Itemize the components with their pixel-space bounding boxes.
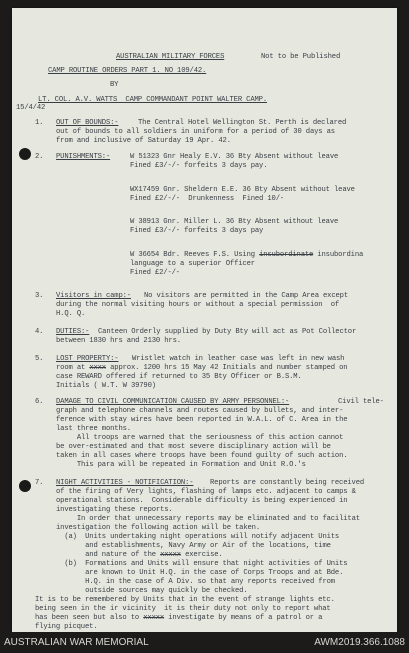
item-text-line: flying picquet.: [35, 623, 98, 631]
item-text-line: H.Q. Q.: [56, 310, 86, 318]
item-text-line: Civil tele-: [338, 398, 384, 406]
punch-hole: [19, 480, 31, 492]
item-text-line: investigation the following action will be taken.: [56, 524, 260, 532]
item-text-line: investigating these reports.: [56, 506, 173, 514]
item-text-line: during the normal visiting hours or without a special permission of: [56, 301, 340, 309]
text-fragment: investigate by means of a patrol or a: [164, 614, 323, 622]
item-text-line: This para will be repeated in Formation and Unit R.O.'s: [56, 461, 306, 469]
text-fragment: W 36654 Bdr. Reeves F.S. Using: [130, 251, 260, 259]
struck-text: xxxx: [89, 364, 106, 372]
item-text-line: be over-estimated and that most severe disciplinary action will be: [56, 443, 331, 451]
document-page: [12, 8, 397, 632]
punishment-line: WX17459 Gnr. Sheldern E.E. 36 Bty Absent without leave: [130, 186, 355, 194]
text-fragment: and nature of the: [56, 551, 161, 559]
item-text-line: It is to be remembered by Units that in the event of strange lights etc.: [35, 596, 335, 604]
item-text-line: In order that unnecessary reports may be eliminated and to facilitat: [56, 515, 360, 523]
item-text-line: Canteen Orderly supplied by Duty Bty will act as Pot Collector: [98, 328, 357, 336]
item-number: 7.: [35, 479, 44, 487]
item-text-line: [56, 364, 347, 373]
item-heading: Visitors in camp:-: [56, 292, 131, 300]
item-text-line: Initials ( W.T. W 39790): [56, 382, 156, 390]
item-text-line: outside sources may quickly be checked.: [56, 587, 248, 595]
punishment-line: W 38913 Gnr. Miller L. 36 Bty Absent without leave: [130, 218, 339, 226]
document-title: AUSTRALIAN MILITARY FORCES: [116, 53, 225, 61]
officer-line: LT. COL. A.V. WATTS CAMP COMMANDANT POINT WALTER CAMP.: [38, 96, 267, 104]
item-text-line: The Central Hotel Wellington St. Perth is declared: [138, 119, 347, 127]
punishment-line: Fined £3/-/- forfeits 3 days pay: [130, 227, 264, 235]
item-number: 2.: [35, 153, 44, 161]
text-fragment: insubordina: [313, 251, 364, 259]
item-heading: DUTIES:-: [56, 328, 90, 336]
item-text-line: case REWARD offered if returned to 35 Bty Officer or B.S.M.: [56, 373, 302, 381]
item-number: 6.: [35, 398, 44, 406]
item-text-line: last three months.: [56, 425, 131, 433]
by-line: BY: [110, 81, 119, 89]
text-fragment: exercise.: [185, 551, 223, 559]
item-heading: LOST PROPERTY:-: [56, 355, 119, 363]
item-text-line: graph and telephone channels and routes caused by bullets, and inter-: [56, 407, 344, 415]
punishment-line: Fined £2/-/-: [130, 269, 180, 277]
text-fragment: room at: [56, 364, 90, 372]
item-text-line: being seen in the ir vicinity it is their duty not only to report what: [35, 605, 331, 613]
item-text-line: Reports are constantly being received: [210, 479, 365, 487]
item-text-line: (b) Formations and Units will ensure that night activities of Units: [56, 560, 348, 568]
text-fragment: has been seen but also to: [35, 614, 144, 622]
punch-hole: [19, 148, 31, 160]
item-text-line: Wristlet watch in leather case was left in new wash: [132, 355, 345, 363]
item-text-line: and establishments, Navy Army or Air of the locations, time: [56, 542, 331, 550]
item-text-line: (a) Units undertaking night operations will notify adjacent Units: [56, 533, 340, 541]
orders-heading: CAMP ROUTINE ORDERS PART 1. NO 109/42.: [48, 67, 207, 75]
punishment-line: W 51323 Gnr Healy E.V. 36 Bty Absent without leave: [130, 153, 339, 161]
item-number: 4.: [35, 328, 44, 336]
punishment-line: Fined £3/-/- forfeits 3 days pay.: [130, 162, 268, 170]
item-text-line: ference with stay wires have been reported in W.A.L. of C. Area in the: [56, 416, 348, 424]
item-heading: NIGHT ACTIVITIES - NOTIFICATION:-: [56, 479, 194, 487]
archive-footer: [0, 632, 409, 653]
item-text-line: operational stations. Considerable difficulty is being experienced in: [56, 497, 348, 505]
item-text-line: H.Q. in the case of A Div. so that any reports received from: [56, 578, 335, 586]
item-text-line: from and inclusive of Saturday 19 Apr. 42.: [56, 137, 231, 145]
item-text-line: of the firing of Very lights, flashing of lamps etc. adjacent to camps &: [56, 488, 356, 496]
item-number: 3.: [35, 292, 44, 300]
punishment-line: language to a superior Officer: [130, 260, 255, 268]
item-text-line: [35, 614, 322, 623]
item-text-line: No visitors are permitted in the Camp Area except: [144, 292, 348, 300]
struck-text: xxxxx: [160, 551, 181, 559]
item-number: 1.: [35, 119, 44, 127]
struck-text: xxxxx: [143, 614, 165, 622]
footer-institution: AUSTRALIAN WAR MEMORIAL: [4, 637, 149, 648]
item-text-line: are known to Unit H.Q. in the case of Corps Troops and at Bde.: [56, 569, 344, 577]
item-heading: OUT OF BOUNDS:-: [56, 119, 119, 127]
punishment-line: Fined £2/-/- Drunkenness Fined 10/-: [130, 195, 285, 203]
order-date: 15/4/42: [16, 104, 46, 112]
punishment-line: [130, 251, 363, 260]
item-heading: DAMAGE TO CIVIL COMMUNICATION CAUSED BY ARMY PERSONNEL:-: [56, 398, 290, 406]
struck-text: insubordinate: [259, 251, 314, 259]
footer-accession-number: AWM2019.366.1088: [314, 637, 405, 648]
text-fragment: approx. 1200 hrs 15 May 42 Initials and number stamped on: [110, 364, 348, 372]
item-text-line: All troops are warned that the seriousness of this action cannot: [56, 434, 344, 442]
item-heading: PUNISHMENTS:-: [56, 153, 111, 161]
item-number: 5.: [35, 355, 44, 363]
item-text-line: taken in all cases where troops have been found guilty of such action.: [56, 452, 348, 460]
item-text-line: out of bounds to all soldiers in uniform for a period of 30 days as: [56, 128, 335, 136]
item-text-line: [56, 551, 223, 560]
restriction-note: Not to be Published: [261, 53, 341, 61]
item-text-line: between 1830 hrs and 2130 hrs.: [56, 337, 181, 345]
